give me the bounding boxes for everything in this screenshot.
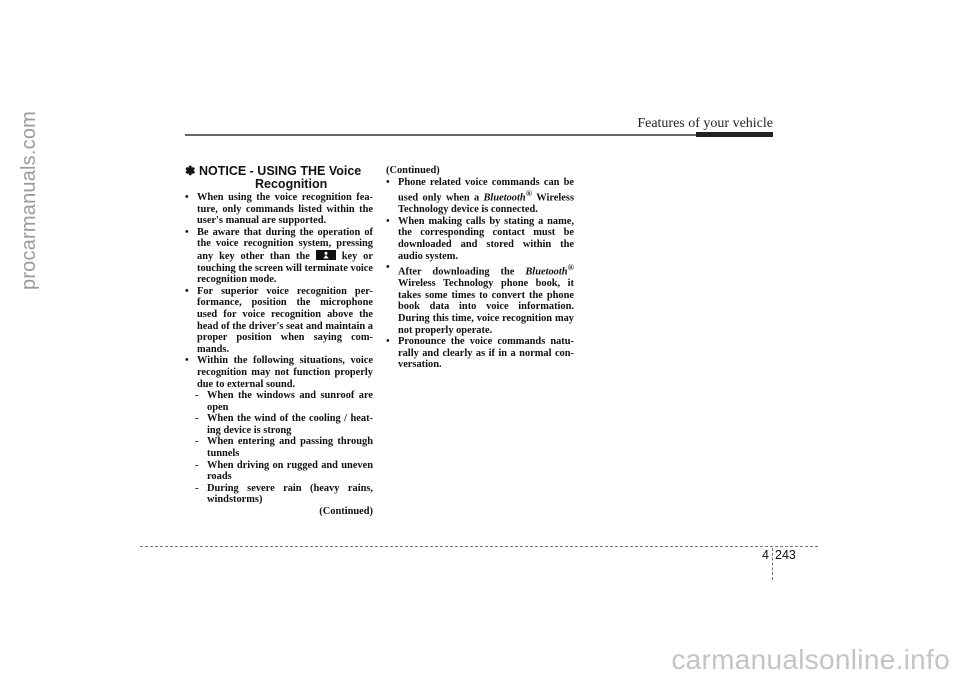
page-number-value: 243	[775, 548, 796, 562]
left-column	[185, 165, 373, 518]
notice-title-line1: NOTICE - USING THE Voice	[198, 164, 362, 178]
voice-key-icon	[316, 250, 336, 260]
list-item	[386, 262, 574, 336]
bottom-watermark: carmanualsonline.info	[671, 644, 950, 675]
list-item: • Pronounce the voice commands natu-rally and clearly as if in a normal con-versation.	[386, 336, 574, 371]
list-item: • When using the voice recognition fea-ture, only commands listed within the user's manual are supported.	[185, 192, 373, 227]
header-rule-accent	[696, 132, 773, 137]
list-item: • For superior voice recognition per-formance, position the microphone used for voice recognition above the head of the driver's seat and maintain a proper position when saying com-mands.	[185, 286, 373, 356]
side-watermark-text: procarmanuals.com	[18, 110, 40, 290]
list-item: • Within the following situations, voice recognition may not function properly due to external sound.	[185, 355, 373, 390]
brand-name: Bluetooth	[483, 192, 526, 204]
sub-list-item: - During severe rain (heavy rains, windstorms)	[195, 483, 373, 506]
list-item-text: After downloading the	[398, 266, 515, 278]
registered-mark: ®	[567, 262, 574, 273]
notice-title	[185, 165, 373, 191]
continued-label: (Continued)	[386, 165, 440, 176]
brand-name: Bluetooth	[525, 266, 568, 278]
list-item-text: Wireless Technology phone book, it takes some times to convert the phone book data into voice information. During this time, voice recognition may not properly operate.	[398, 278, 574, 336]
list-item-text: Phone related voice commands can be used only when a	[398, 176, 574, 204]
list-item: • When making calls by stating a name, the corresponding contact must be downloaded and stored within the audio system.	[386, 216, 574, 262]
list-item	[185, 227, 373, 286]
chapter-number: 4	[762, 548, 769, 562]
list-item-text: Wireless Technology device is connected.	[398, 192, 574, 216]
sub-list-item: - When entering and passing through tunnels	[195, 436, 373, 459]
sub-list-item: - When the windows and sunroof are open	[195, 390, 373, 413]
registered-mark: ®	[525, 188, 533, 199]
list-item-text: key or touching the screen will terminate voice recognition mode.	[197, 250, 373, 286]
right-column	[386, 165, 574, 371]
list-item	[386, 177, 574, 216]
page-number-separator	[772, 548, 773, 580]
footer-rule	[140, 546, 818, 547]
section-title: Features of your vehicle	[637, 116, 773, 131]
notice-title-line2: Recognition	[255, 177, 328, 191]
header-rule	[185, 134, 773, 136]
sub-list-item: - When the wind of the cooling / heat-ing device is strong	[195, 413, 373, 436]
notice-symbol-icon: ✽	[185, 164, 196, 178]
sub-list-item: - When driving on rugged and uneven roads	[195, 460, 373, 483]
continued-label: (Continued)	[319, 506, 373, 518]
list-item-text: Be aware that during the operation of the voice recognition system, pressing any key other than the	[197, 226, 373, 262]
side-watermark	[4, 0, 40, 360]
